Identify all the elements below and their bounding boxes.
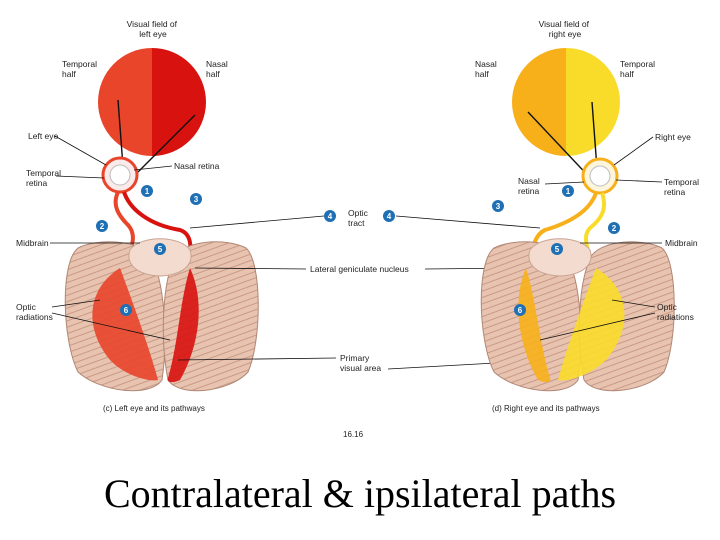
- figure-number: 16.16: [343, 430, 364, 439]
- optic-tract-label: Optic tract: [348, 208, 368, 228]
- left-visual-field-label: Visual field of left eye: [126, 19, 178, 39]
- right-caption: (d) Right eye and its pathways: [492, 404, 600, 413]
- svg-text:6: 6: [123, 306, 129, 315]
- left-nasal-retina-label: Nasal retina: [174, 161, 220, 171]
- right-temporal-half-label: Temporal half: [620, 59, 655, 79]
- slide-title: Contralateral & ipsilateral paths: [103, 471, 617, 516]
- svg-text:1: 1: [565, 187, 571, 196]
- svg-text:2: 2: [99, 222, 105, 231]
- left-nasal-half-label: Nasal half: [206, 59, 228, 79]
- right-nasal-half-label: Nasal half: [475, 59, 497, 79]
- badge-3-left: [190, 193, 202, 205]
- left-nasal-half: [152, 48, 206, 156]
- svg-text:5: 5: [157, 245, 163, 254]
- svg-text:2: 2: [611, 224, 617, 233]
- lgn-label: Lateral geniculate nucleus: [310, 264, 409, 274]
- left-temporal-retina-label: Temporal retina: [26, 168, 61, 188]
- right-nasal-half: [512, 48, 566, 156]
- badge-2-right: [608, 222, 620, 234]
- svg-text:1: 1: [144, 187, 150, 196]
- right-eye-label: Right eye: [655, 132, 691, 142]
- badge-3-right: [492, 200, 504, 212]
- svg-text:5: 5: [554, 245, 560, 254]
- badge-1-left: [141, 185, 153, 197]
- left-optic-radiations-label: Optic radiations: [16, 302, 53, 322]
- primary-visual-area-label: Primary visual area: [340, 353, 382, 373]
- svg-text:4: 4: [386, 212, 392, 221]
- left-temporal-half: [98, 48, 152, 156]
- badge-6-right: [514, 304, 526, 316]
- left-eye-label: Left eye: [28, 131, 59, 141]
- right-nasal-retina-label: Nasal retina: [518, 176, 540, 196]
- badge-1-right: [562, 185, 574, 197]
- badge-4-right: [383, 210, 395, 222]
- svg-text:6: 6: [517, 306, 523, 315]
- badge-2-left: [96, 220, 108, 232]
- svg-text:3: 3: [193, 195, 199, 204]
- left-eye-panel: [16, 19, 258, 413]
- right-eye-panel: [475, 19, 701, 413]
- right-temporal-retina-label: Temporal retina: [664, 177, 699, 197]
- left-caption: (c) Left eye and its pathways: [103, 404, 205, 413]
- right-midbrain-label: Midbrain: [665, 238, 698, 248]
- badge-4-left: [324, 210, 336, 222]
- left-midbrain-label: Midbrain: [16, 238, 49, 248]
- badge-6-left: [120, 304, 132, 316]
- right-optic-radiations-label: Optic radiations: [657, 302, 694, 322]
- badge-5-right: [551, 243, 563, 255]
- badge-5-left: [154, 243, 166, 255]
- left-temporal-half-label: Temporal half: [62, 59, 97, 79]
- right-visual-field-label: Visual field of right eye: [538, 19, 590, 39]
- svg-text:3: 3: [495, 202, 501, 211]
- svg-text:4: 4: [327, 212, 333, 221]
- right-temporal-half: [566, 48, 620, 156]
